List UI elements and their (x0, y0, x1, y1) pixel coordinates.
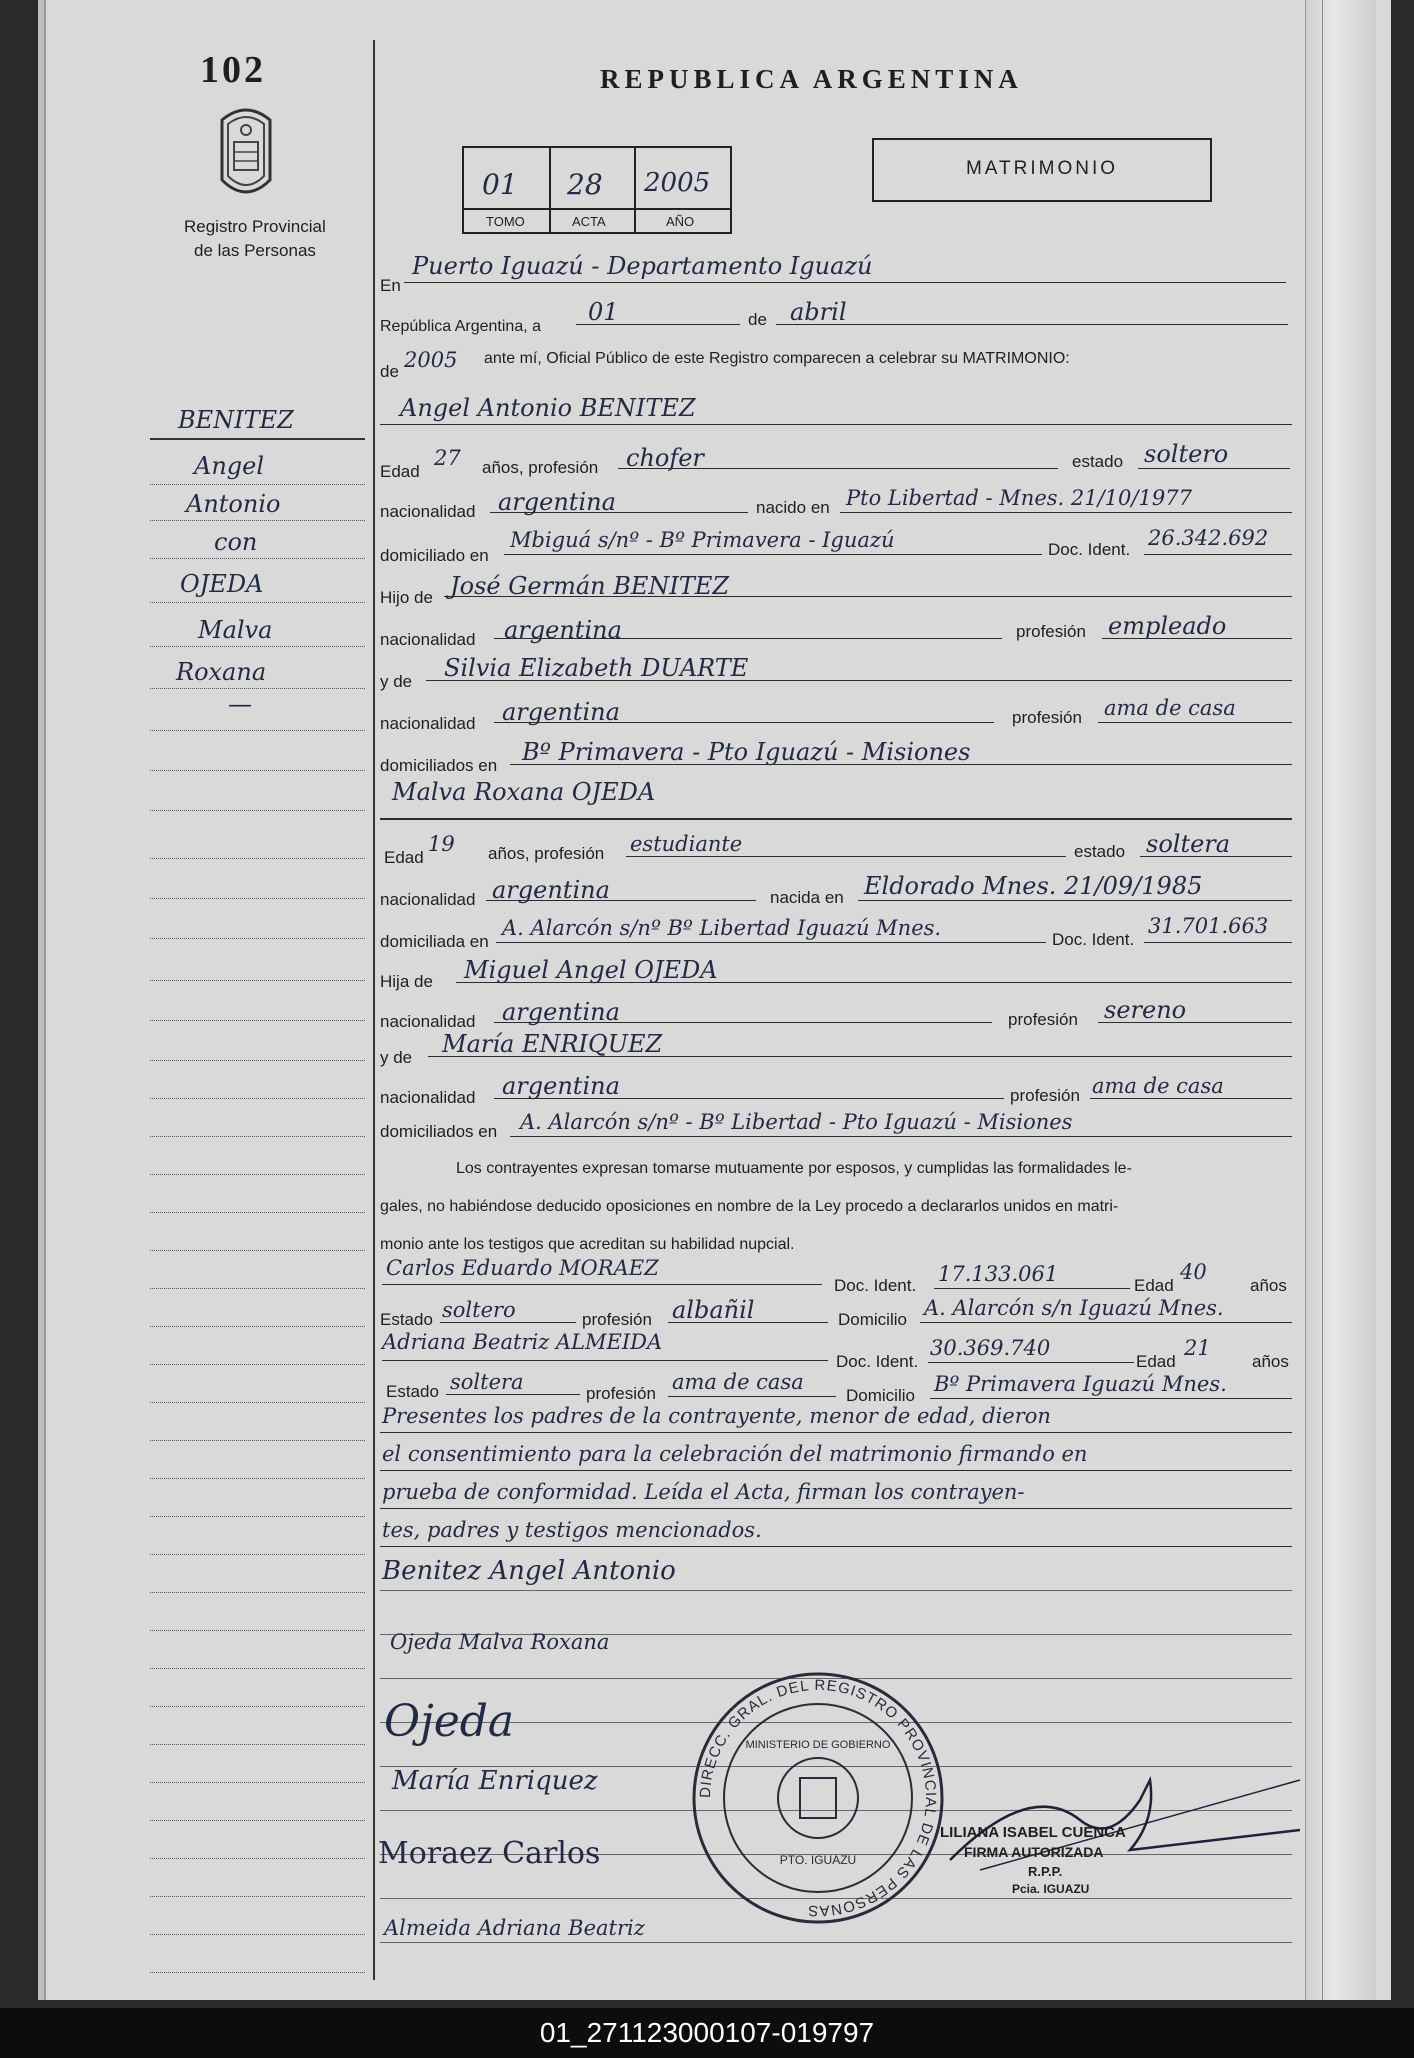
witness1-document: 17.133.061 (938, 1262, 1059, 1286)
margin-dash: — (228, 690, 252, 718)
witness1-civil-status: soltero (442, 1298, 516, 1322)
bride-mother-profession: ama de casa (1092, 1074, 1224, 1098)
province-seal-icon (214, 100, 278, 205)
witness2-name: Adriana Beatriz ALMEIDA (382, 1330, 663, 1354)
groom-mother-nationality: argentina (502, 698, 620, 726)
witness2-age: 21 (1184, 1336, 1211, 1360)
margin-bride-second: Roxana (176, 658, 267, 686)
signature-bride: Ojeda Malva Roxana (390, 1630, 610, 1654)
officer-signature-icon (940, 1760, 1310, 1880)
bride-age: 19 (428, 832, 455, 856)
intro-text: ante mí, Oficial Público de este Registro comparecen a celebrar su MATRIMONIO: (484, 350, 1070, 367)
bride-father-profession: sereno (1104, 996, 1187, 1024)
groom-parents-address: Bº Primavera - Pto Iguazú - Misiones (522, 738, 971, 766)
margin-con: con (214, 528, 258, 556)
official-stamp-icon (688, 1668, 948, 1928)
bride-civil-status: soltera (1146, 830, 1231, 858)
witness1-address: A. Alarcón s/n Iguazú Mnes. (924, 1296, 1224, 1320)
bride-father-nationality: argentina (502, 998, 620, 1026)
groom-age: 27 (434, 446, 461, 470)
stamp-city: PTO. IGUAZU (779, 1853, 857, 1867)
bride-profession: estudiante (630, 832, 743, 856)
margin-divider (373, 40, 375, 1980)
officer-title: FIRMA AUTORIZADA (964, 1844, 1104, 1860)
margin-bride-first: Malva (198, 616, 273, 644)
bride-nationality: argentina (492, 876, 610, 904)
bride-address: A. Alarcón s/nº Bº Libertad Iguazú Mnes. (502, 916, 942, 940)
signature-witness1: Moraez Carlos (378, 1836, 601, 1871)
acta-value: 28 (567, 168, 603, 201)
declaration-line3: monio ante los testigos que acreditan su habilidad nupcial. (380, 1236, 795, 1253)
groom-profession: chofer (626, 444, 704, 472)
tomo-label: TOMO (486, 214, 525, 229)
declaration-line2: gales, no habiéndose deducido oposiciones en nombre de la Ley procedo a declararlos unidos en matri- (380, 1198, 1119, 1215)
groom-father-nationality: argentina (504, 616, 622, 644)
year-value: 2005 (404, 348, 458, 372)
margin-name-second: Antonio (186, 490, 281, 518)
svg-text:DIRECC. GRAL. DEL REGISTRO PRO (697, 1677, 939, 1919)
act-type-box: MATRIMONIO (872, 138, 1212, 202)
month-value: abril (790, 298, 847, 326)
margin-bride-surname: OJEDA (180, 570, 264, 598)
witness2-profession: ama de casa (672, 1370, 804, 1394)
acta-label: ACTA (572, 214, 606, 229)
groom-birth: Pto Libertad - Mnes. 21/10/1977 (846, 486, 1192, 510)
witness1-profession: albañil (672, 1296, 755, 1324)
groom-father-name: José Germán BENITEZ (450, 572, 730, 600)
registry-name-line1: Registro Provincial (184, 217, 326, 236)
page-background: 102 Registro Provincial de las Personas REPUBLICA ARGENTINA MATRIMONIO 01 28 2005 TOMO ACTA AÑO BENITEZ Angel Antonio con OJEDA Malva Roxana — En Puerto Iguazú - Departamento Iguazú República Argentina, a 01 de abril de 2005 ante mí, Oficial Público de este Registro comparecen a celebrar su MATRIMONIO: Angel Antonio BENITEZ Edad 27 años, profesión chofer estado soltero nacionalidad argentina nacido en Pto Libertad - Mnes. 21/10/1977 domiciliado en Mbiguá s/nº - Bº Primavera - Iguazú Doc. Ident. 26.342.692 Hijo de José Germán BENITEZ nacionalidad argentina profesión empleado y de Silvia Elizabeth DUARTE nacionalidad argentina profesión ama de casa domiciliados en Bº Primavera - Pto Iguazú - Misiones Malva Roxana OJEDA Edad 19 años, profesión estudiante estado soltera nacionalidad argentina nacida en Eldorado Mnes. 21/09/1985 domiciliada en A. Alarcón s/nº Bº Libertad Iguazú Mnes. Doc. Ident. 31.701.663 Hija de Miguel Angel OJEDA nacionalidad argentina profesión sereno y de María ENRIQUEZ nacionalidad argentina profesión ama de casa domiciliados en A. Alarcón s/nº - Bº Libertad - Pto Iguazú - Misiones Los contrayentes expresan tomarse mutuamente por esposos, y cumplidas las formalidades le- gales, no habiéndose deducido oposiciones en nombre de la Ley procedo a declararlos unidos en matri- monio ante los testigos que acreditan su habilidad nupcial. Carlos Eduardo MORAEZ Doc. Ident. 17.133.061 Edad 40 años Estado soltero profesión albañil Domicilio A. Alarcón s/n Iguazú Mnes. Adriana Beatriz ALMEIDA Doc. Ident. 30.369.740 Edad 21 años Estado soltera profesión ama de casa Domicilio Bº Primavera Iguazú Mnes. Presentes los padres de la contrayente, menor de edad, dieron el consentimiento para la celebración del matrimonio firmando en prueba de conformidad. Leída el Acta, firman los contrayen- tes, padres y testigos mencionados. Benitez Angel Antonio Ojeda Malva Roxana Ojeda María Enriquez Moraez Carlos Almeida Adriana Beatriz DIRECC. GRAL. DEL REGISTRO PROVINCIAL DE LAS PERSONAS MINISTERIO DE GOBIERNO PTO. IGUAZU LILIANA ISABEL CUENCA FIRMA AUTORIZADA R.P.P. Pcia. IGUAZU (0, 0, 1414, 2008)
day-value: 01 (588, 298, 619, 326)
page-number: 102 (200, 49, 266, 91)
bride-document: 31.701.663 (1148, 914, 1269, 938)
groom-name: Angel Antonio BENITEZ (400, 394, 696, 422)
signature-groom: Benitez Angel Antonio (382, 1556, 676, 1586)
witness2-civil-status: soltera (450, 1370, 524, 1394)
bride-mother-name: María ENRIQUEZ (442, 1030, 663, 1058)
groom-mother-name: Silvia Elizabeth DUARTE (444, 654, 749, 682)
notes-line2: el consentimiento para la celebración del matrimonio firmando en (382, 1442, 1088, 1466)
tomo-value: 01 (482, 168, 518, 201)
groom-address: Mbiguá s/nº - Bº Primavera - Iguazú (510, 528, 895, 552)
ano-value: 2005 (644, 168, 711, 198)
stamp-inner-text: MINISTERIO DE GOBIERNO (745, 1739, 891, 1751)
bride-birth: Eldorado Mnes. 21/09/1985 (864, 872, 1203, 900)
bride-mother-nationality: argentina (502, 1072, 620, 1100)
ano-label: AÑO (666, 214, 695, 229)
bride-father-name: Miguel Angel OJEDA (464, 956, 718, 984)
notes-line4: tes, padres y testigos mencionados. (382, 1518, 762, 1542)
groom-nationality: argentina (498, 488, 616, 516)
stamp-ring-text: DIRECC. GRAL. DEL REGISTRO PROVINCIAL DE LAS PERSONAS (696, 1676, 940, 1920)
registry-name-line2: de las Personas (194, 241, 316, 260)
groom-document: 26.342.692 (1148, 526, 1269, 550)
country-title: REPUBLICA ARGENTINA (600, 64, 1023, 94)
officer-place: Pcia. IGUAZU (1012, 1882, 1090, 1896)
groom-mother-profession: ama de casa (1104, 696, 1236, 720)
bride-parents-address: A. Alarcón s/nº - Bº Libertad - Pto Iguazú - Misiones (520, 1110, 1073, 1134)
witness2-document: 30.369.740 (930, 1336, 1051, 1360)
witness2-address: Bº Primavera Iguazú Mnes. (934, 1372, 1227, 1396)
margin-name-first: Angel (194, 452, 265, 480)
margin-name-surname: BENITEZ (178, 406, 294, 434)
witness1-name: Carlos Eduardo MORAEZ (386, 1256, 659, 1280)
declaration-line1: Los contrayentes expresan tomarse mutuamente por esposos, y cumplidas las formalidades le- (456, 1160, 1132, 1177)
witness1-age: 40 (1180, 1260, 1207, 1284)
notes-line3: prueba de conformidad. Leída el Acta, firman los contrayen- (382, 1480, 1025, 1504)
bride-name: Malva Roxana OJEDA (392, 778, 656, 806)
footer-image-id: 01_271123000107-019797 (0, 2008, 1414, 2058)
registry-reference-box (462, 146, 732, 234)
groom-father-profession: empleado (1108, 612, 1227, 640)
officer-name: LILIANA ISABEL CUENCA (940, 1824, 1126, 1841)
officer-org: R.P.P. (1028, 1864, 1063, 1879)
groom-civil-status: soltero (1144, 440, 1229, 468)
notes-line1: Presentes los padres de la contrayente, menor de edad, dieron (382, 1404, 1051, 1428)
page-stack-edge (1305, 0, 1376, 2000)
signature-bride-mother: María Enriquez (392, 1766, 598, 1796)
signature-bride-father: Ojeda (384, 1696, 515, 1747)
signature-witness2: Almeida Adriana Beatriz (384, 1916, 645, 1940)
place-value: Puerto Iguazú - Departamento Iguazú (412, 252, 873, 280)
